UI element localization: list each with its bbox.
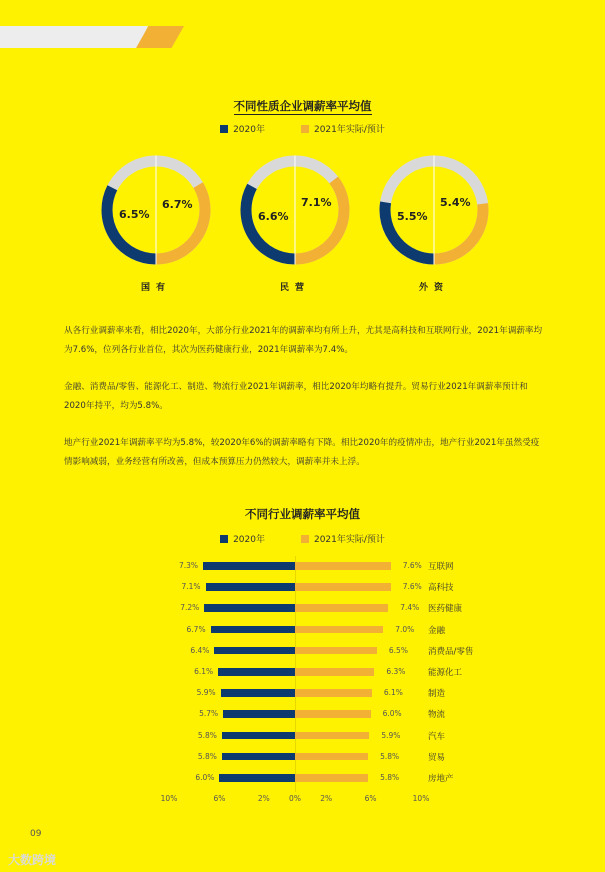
donut-legend [0, 122, 605, 135]
data-label-2021: 6.1% [383, 688, 403, 698]
legend-swatch-2020 [220, 535, 228, 543]
bar-2021 [295, 626, 383, 634]
donut-label-2020: 6.6% [258, 210, 289, 223]
x-tick-label: 6% [213, 794, 226, 803]
legend-item-2021: 2021年实际/预计 [301, 532, 385, 545]
category-label: 高科技 [428, 583, 454, 594]
legend-swatch-2020 [220, 125, 228, 133]
category-label: 制造 [428, 689, 446, 700]
bar-2021 [295, 562, 391, 570]
x-tick-label: 0% [289, 794, 301, 803]
legend-item-2021: 2021年实际/预计 [301, 122, 385, 135]
data-label-2020: 5.8% [197, 730, 217, 740]
donut-segment-2020 [107, 188, 156, 259]
data-label-2021: 7.4% [400, 603, 420, 613]
bar-2021 [295, 604, 388, 612]
donut-label-2020: 6.5% [119, 208, 150, 221]
donut-label-2021: 7.1% [301, 196, 332, 209]
bar-2020 [204, 604, 295, 612]
donut-svg [239, 154, 351, 266]
data-label-2021: 6.0% [382, 709, 402, 719]
bar-2021 [295, 668, 374, 676]
data-label-2020: 5.9% [196, 688, 216, 698]
paragraph: 地产行业2021年调薪率平均为5.8%，较2020年6%的调薪率略有下降。相比2020年的疫情冲击，地产行业2021年虽然受疫情影响减弱，业务经营有所改善，但成本预算压力仍然较大，调薪率并未上浮。 [64, 438, 540, 467]
category-label: 汽车 [428, 731, 446, 742]
donut-chart-state-owned [100, 154, 212, 266]
data-label-2020: 5.7% [199, 709, 219, 719]
data-label-2020: 6.7% [186, 624, 206, 634]
donut-category-label: 外资 [418, 283, 449, 293]
category-label: 互联网 [428, 562, 454, 572]
x-tick-label: 6% [364, 794, 377, 803]
bar-2020 [221, 689, 295, 697]
watermark-logo: 大数跨境 [8, 853, 57, 867]
donut-svg [100, 154, 212, 266]
category-label: 消费品/零售 [428, 646, 474, 657]
data-label-2021: 7.6% [402, 582, 422, 592]
header-decoration-white [0, 26, 148, 48]
bar-2020 [214, 647, 295, 655]
bar-2021 [295, 710, 371, 718]
bar-2020 [222, 753, 295, 761]
donut-label-2021: 6.7% [162, 198, 193, 211]
data-label-2020: 7.2% [180, 603, 200, 613]
bar-chart-title: 不同行业调薪率平均值 [245, 507, 360, 521]
data-label-2020: 7.3% [178, 561, 199, 570]
x-tick-label: 10% [160, 794, 178, 803]
donut-category-label: 国有 [140, 283, 171, 293]
x-tick-label: 2% [320, 794, 333, 803]
category-label: 物流 [428, 710, 446, 721]
page-number: 09 [30, 829, 42, 839]
donut-label-2020: 5.5% [397, 210, 428, 223]
category-label: 贸易 [428, 752, 446, 763]
category-label: 金融 [428, 625, 446, 636]
data-label-2020: 7.1% [181, 582, 201, 592]
bar-2021 [295, 732, 369, 740]
bar-2021 [295, 689, 372, 697]
data-label-2021: 5.8% [380, 773, 400, 782]
bar-2020 [203, 562, 295, 570]
legend-item-2020: 2020年 [220, 122, 265, 135]
data-label-2021: 6.5% [388, 645, 408, 655]
bar-2020 [219, 774, 295, 782]
bar-2020 [218, 668, 295, 676]
bar-2020 [206, 583, 295, 591]
donut-chart-foreign [378, 154, 490, 266]
data-label-2021: 6.3% [386, 667, 406, 676]
bar-2021 [295, 583, 391, 591]
x-tick-label: 2% [257, 794, 270, 803]
legend-swatch-2021 [301, 535, 309, 543]
bar-2020 [222, 732, 295, 740]
paragraph: 金融、消费品/零售、能源化工、制造、物流行业2021年调薪率，相比2020年均略有提升。贸易行业2021年调薪率预计和2020年持平，均为5.8%。 [64, 382, 528, 411]
donut-segment-2021 [434, 204, 483, 259]
category-label: 房地产 [428, 774, 454, 784]
legend-swatch-2021 [301, 125, 309, 133]
donut-chart-title: 不同性质企业调薪率平均值 [233, 99, 372, 113]
donut-category-label: 民营 [279, 283, 310, 293]
bar-2021 [295, 753, 368, 761]
bar-legend [0, 532, 605, 545]
donut-chart-private [239, 154, 351, 266]
category-label: 医药健康 [428, 604, 463, 615]
data-label-2021: 5.8% [380, 751, 400, 761]
donut-segment-2021 [156, 185, 205, 259]
x-tick-label: 10% [412, 794, 430, 803]
bar-2020 [211, 626, 295, 634]
data-label-2020: 6.1% [194, 667, 214, 676]
data-label-2021: 5.9% [381, 730, 401, 740]
legend-item-2020: 2020年 [220, 532, 265, 545]
category-label: 能源化工 [428, 668, 463, 678]
donut-segment-2021 [295, 180, 344, 259]
data-label-2020: 6.4% [190, 645, 210, 655]
paragraph: 从各行业调薪率来看，相比2020年，大部分行业2021年的调薪率均有所上升，尤其是高科技和互联网行业，2021年调薪率均为7.6%，位列各行业首位，其次为医药健康行业，2021年调薪率为7.4%。 [64, 326, 543, 355]
data-label-2021: 7.6% [402, 561, 422, 570]
data-label-2020: 6.0% [195, 773, 215, 782]
data-label-2021: 7.0% [395, 624, 415, 634]
bar-2021 [295, 647, 377, 655]
donut-svg [378, 154, 490, 266]
data-label-2020: 5.8% [197, 751, 217, 761]
bar-2021 [295, 774, 368, 782]
bar-2020 [223, 710, 295, 718]
donut-label-2021: 5.4% [440, 196, 471, 209]
